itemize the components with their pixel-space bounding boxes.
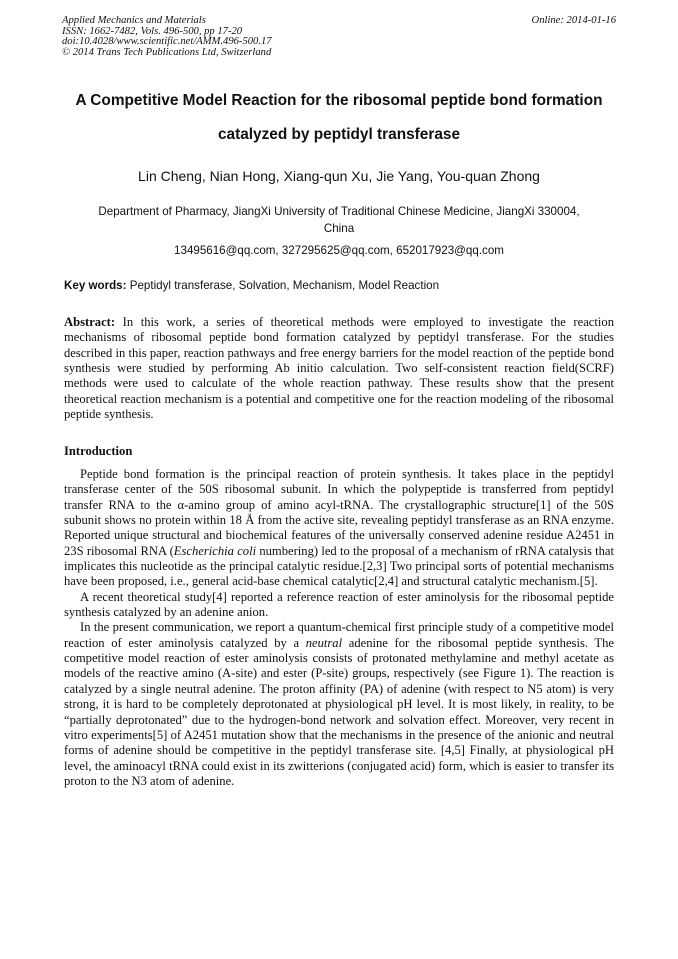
affiliation-line-1: Department of Pharmacy, JiangXi University of Traditional Chinese Medicine, JiangXi 330004,: [98, 205, 580, 218]
author-list: Lin Cheng, Nian Hong, Xiang-qun Xu, Jie Yang, You-quan Zhong: [138, 168, 540, 184]
author-emails: 13495616@qq.com, 327295625@qq.com, 652017923@qq.com: [174, 244, 504, 257]
intro-p3-text-b: adenine for the ribosomal peptide synthesis. The competitive model reaction of ester aminolysis consists of protonated methylamine and methyl acetate as models of the reactive amino (A-site) and ester (P-site) groups, respectively (see Figure 1). The reaction is catalyzed by a single neutral adenine. The proton affinity (PA) of adenine (with respect to N5 atom) is very strong, it is hard to be completely deprotonated at physiological pH level. It is most likely, in reality, to be “partially deprotonated” due to the hydrogen-bond network and solvation effect. Moreover, very recent in vitro experiments[5] of A2451 mutation show that the mechanisms in the presence of the anionic and neutral forms of adenine should be competitive in the peptidyl transferase site. [4,5] Finally, at physiological pH level, the aminoacyl tRNA could exist in its zwitterions (conjugated acid) form, which is easier to transfer its proton to the N3 atom of adenine.: [64, 635, 614, 788]
journal-header: [62, 16, 616, 58]
abstract: [64, 315, 614, 422]
doi-line: doi:10.4028/www.scientific.net/AMM.496-500.17: [62, 36, 272, 48]
issn-line: ISSN: 1662-7482, Vols. 496-500, pp 17-20: [62, 25, 243, 37]
keywords-text: Peptidyl transferase, Solvation, Mechanism, Model Reaction: [129, 279, 440, 292]
species-name: Escherichia coli: [173, 543, 257, 558]
intro-paragraph-1: [64, 467, 614, 590]
introduction-body: [64, 467, 614, 789]
paper-title-line-1: A Competitive Model Reaction for the ribosomal peptide bond formation: [75, 92, 603, 109]
abstract-text: In this work, a series of theoretical methods were employed to investigate the reaction mechanisms of ribosomal peptide bond formation catalyzed by peptidyl transferase. For the studies described in this paper, reaction pathways and free energy barriers for the model reaction of the peptide bond synthesis were studied by performing Ab initio calculation. Two self-consistent reaction field(SCRF) methods were used to calculate of the whole reaction pathway. These results show that the present theoretical reaction mechanism is a potential and competitive one for the reaction modeling of the ribosomal peptide synthesis.: [64, 315, 614, 422]
keywords-label: Key words:: [64, 279, 127, 292]
online-date: Online: 2014-01-16: [531, 15, 616, 26]
neutral-italic: neutral: [305, 635, 343, 650]
abstract-label: Abstract:: [64, 315, 116, 329]
intro-paragraph-3: [64, 620, 614, 789]
keywords: [64, 279, 614, 292]
affiliation-line-2: China: [323, 222, 355, 235]
introduction-heading: Introduction: [64, 444, 133, 458]
copyright-line: © 2014 Trans Tech Publications Ltd, Switzerland: [62, 46, 272, 58]
intro-paragraph-2: A recent theoretical study[4] reported a reference reaction of ester aminolysis for the ribosomal peptide synthesis catalyzed by an adenine anion.: [64, 589, 614, 620]
intro-p1-text-b: numbering) led to the proposal of a mechanism of rRNA catalysis that implicates this nucleotide as the principal catalytic residue.[2,3] Two principal sorts of potential mechanisms have been proposed, i.e., general acid-base chemical catalytic[2,4] and structural catalytic mechanism.[5].: [64, 543, 614, 589]
journal-name: Applied Mechanics and Materials: [62, 15, 206, 26]
paper-title-line-2: catalyzed by peptidyl transferase: [217, 126, 461, 143]
intro-p3-text-a: In the present communication, we report a quantum-chemical first principle study of a competitive model reaction of ester aminolysis catalyzed by a: [64, 620, 614, 650]
intro-p1-text-a: Peptide bond formation is the principal reaction of protein synthesis. It takes place in the peptidyl transferase center of the 50S ribosomal subunit. In which the polypeptide is transferred from peptidyl transfer RNA to the α-amino group of amino acyl-tRNA. The crystallographic structure[1] of the 50S subunit shows no protein within 18 Å from the active site, revealing peptidyl transferase as an RNA enzyme. Reported unique structural and biochemical features of the universally conserved adenine residue A2451 in 23S ribosomal RNA (: [64, 467, 614, 558]
